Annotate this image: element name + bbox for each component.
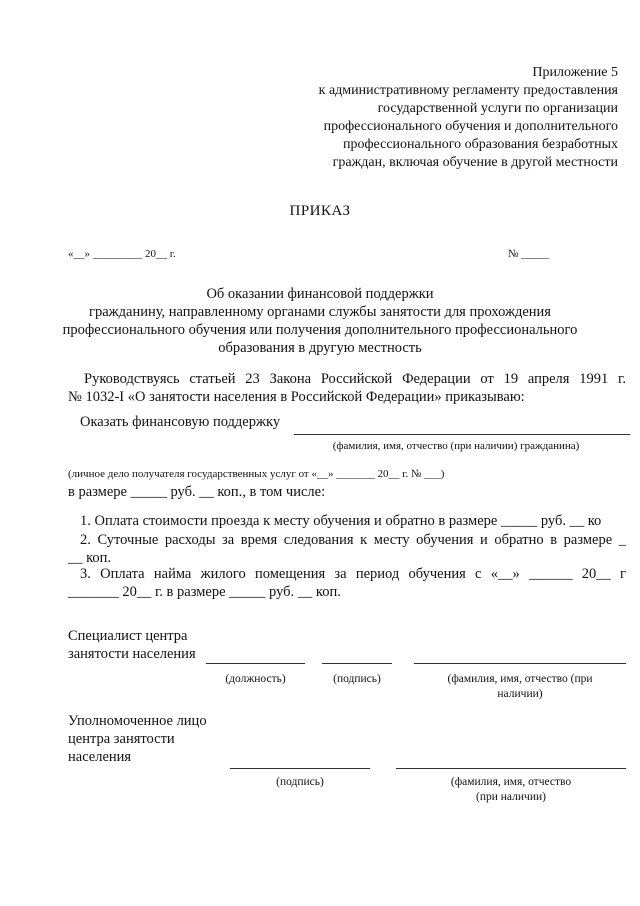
appendix-line: профессионального образования безработных [342, 137, 618, 152]
specialist-name-line [414, 663, 626, 664]
caption-line: (фамилия, имя, отчество [450, 776, 572, 788]
authorized-name-caption [396, 775, 626, 805]
specialist-label-line: Специалист центра [68, 628, 188, 644]
order-number: № _____ [508, 248, 549, 260]
appendix-line: граждан, включая обучение в другой местности [332, 155, 618, 170]
specialist-position-line [206, 663, 305, 664]
item-1: 1. Оплата стоимости проезда к месту обучения и обратно в размере _____ руб. __ ко [80, 513, 602, 529]
specialist-label-line: занятости населения [68, 646, 196, 662]
item-3-line-2: _______ 20__ г. в размере _____ руб. __ коп. [68, 584, 341, 600]
specialist-position-caption: (должность) [225, 673, 286, 685]
authorized-label-line: центра занятости [68, 731, 175, 747]
recipient-caption: (фамилия, имя, отчество (при наличии) гражданина) [332, 440, 580, 452]
authorized-signature-caption: (подпись) [276, 776, 324, 788]
subject-line: Об оказании финансовой поддержки [206, 286, 434, 302]
basis-line-2: № 1032-I «О занятости населения в Российской Федерации» приказываю: [68, 389, 525, 405]
subject-line: гражданину, направленному органами службы занятости для прохождения [89, 304, 551, 320]
subject-line: профессионального обучения или получения дополнительного профессионального [62, 322, 578, 338]
recipient-name-line [294, 434, 630, 435]
item-3-line-1: 3. Оплата найма жилого помещения за период обучения с «__» ______ 20__ г [80, 566, 626, 582]
personal-file-line: (личное дело получателя государственных услуг от «__» _______ 20__ г. № ___) [68, 468, 445, 480]
specialist-name-caption [414, 672, 626, 702]
subject-line: образования в другую местность [218, 340, 422, 356]
order-subject [60, 285, 580, 357]
authorized-label-line: Уполномоченное лицо [68, 713, 207, 729]
specialist-label [68, 627, 196, 663]
support-label: Оказать финансовую поддержку [80, 414, 281, 430]
appendix-line: Приложение 5 [532, 65, 618, 80]
specialist-signature-caption: (подпись) [333, 673, 381, 685]
caption-line: (при наличии) [476, 791, 546, 803]
item-2-line-1: 2. Суточные расходы за время следования к месту обучения и обратно в размере _ [80, 532, 626, 548]
caption-line: (фамилия, имя, отчество (при [447, 673, 593, 685]
authorized-label [68, 712, 207, 766]
appendix-line: профессионального обучения и дополнительного [323, 119, 618, 134]
appendix-line: к административному регламенту предоставления [318, 83, 618, 98]
authorized-name-line [396, 768, 626, 769]
appendix-line: государственной услуги по организации [377, 101, 618, 116]
date-line: «__» _________ 20__ г. [68, 248, 176, 260]
basis-line-1: Руководствуясь статьей 23 Закона Российской Федерации от 19 апреля 1991 г. [84, 371, 626, 387]
authorized-label-line: населения [68, 749, 132, 765]
amount-line: в размере _____ руб. __ коп., в том числе: [68, 484, 326, 500]
appendix-header [319, 64, 618, 172]
document-title: ПРИКАЗ [289, 203, 351, 219]
caption-line: наличии) [497, 688, 543, 700]
specialist-signature-line [322, 663, 392, 664]
item-2-line-2: __ коп. [68, 550, 112, 566]
authorized-signature-line [230, 768, 370, 769]
